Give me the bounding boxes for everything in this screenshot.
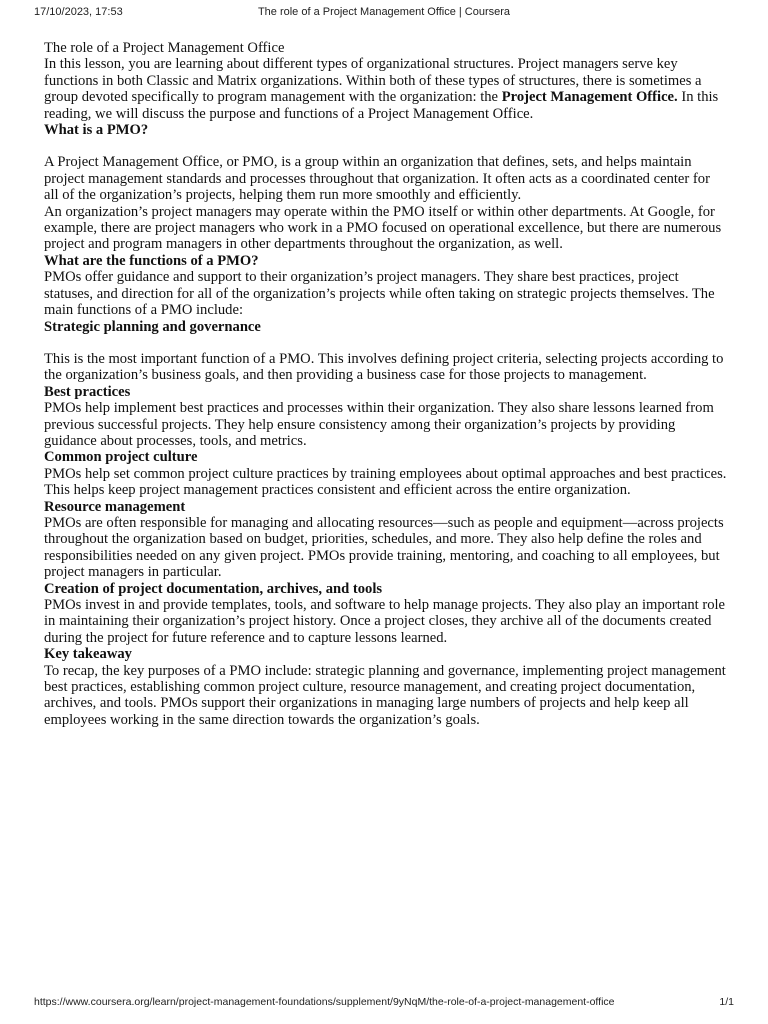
print-footer xyxy=(34,996,734,1012)
intro-bold-term: Project Management Office. xyxy=(501,89,678,106)
intro-text-after: In this reading, we will discuss the purpose and functions of a Project Management Office. xyxy=(44,89,719,122)
print-page-title: The role of a Project Management Office | Coursera xyxy=(257,6,511,18)
article-title: The role of a Project Management Office xyxy=(44,40,285,56)
strategic-planning-paragraph: This is the most important function of a PMO. This involves defining project criteria, selecting projects according to the organization’s business goals, and then providing a business case for those projects to management. xyxy=(44,350,724,384)
intro-paragraph xyxy=(44,56,728,122)
page-number: 1/1 xyxy=(719,996,734,1008)
heading-pmo-functions: What are the functions of a PMO? xyxy=(44,252,259,269)
heading-strategic-planning: Strategic planning and governance xyxy=(44,318,261,335)
heading-documentation: Creation of project documentation, archives, and tools xyxy=(44,580,383,597)
heading-resource-management: Resource management xyxy=(44,498,186,515)
article xyxy=(44,40,728,728)
heading-best-practices: Best practices xyxy=(44,383,131,400)
heading-what-is-pmo: What is a PMO? xyxy=(44,122,149,139)
page-url: https://www.coursera.org/learn/project-management-foundations/supplement/9yNqM/the-role-of-a-project-management-office xyxy=(34,996,615,1008)
print-datetime: 17/10/2023, 17:53 xyxy=(34,6,123,18)
print-header xyxy=(34,6,734,22)
intro-text-before: In this lesson, you are learning about different types of organizational structures. Project managers serve key functions in both Classic and Matrix organizations. Within both of these types of structures, there is sometimes a group devoted specifically to program management with the organization: the xyxy=(44,56,702,106)
what-is-pmo-paragraph-1: A Project Management Office, or PMO, is a group within an organization that defines, sets, and helps maintain project management standards and processes throughout that organization. It often acts as a coordinated center for all of the organization’s projects, helping them run more smoothly and efficiently. xyxy=(44,154,710,204)
best-practices-paragraph: PMOs help implement best practices and processes within their organization. They also share lessons learned from previous successful projects. They help ensure consistency among their organization’s projects by providing guidance about processes, tools, and metrics. xyxy=(44,400,714,449)
heading-key-takeaway: Key takeaway xyxy=(44,646,132,663)
heading-common-project-culture: Common project culture xyxy=(44,449,198,466)
resource-management-paragraph: PMOs are often responsible for managing and allocating resources—such as people and equipment—across projects throughout the organization based on budget, priorities, schedules, and more. They also help define the roles and responsibilities needed on any given project. PMOs provide training, mentoring, and coaching to all employees, but project managers in particular. xyxy=(44,514,724,581)
pmo-functions-paragraph: PMOs offer guidance and support to their organization’s project managers. They share best practices, project statuses, and direction for all of the organization’s projects while often taking on strategic projects themselves. The main functions of a PMO include: xyxy=(44,269,715,319)
documentation-paragraph: PMOs invest in and provide templates, tools, and software to help manage projects. They also play an important role in maintaining their organization’s project history. Once a project closes, they archive all of the documents created during the project for future reference and to capture lessons learned. xyxy=(44,597,726,646)
key-takeaway-paragraph: To recap, the key purposes of a PMO include: strategic planning and governance, implementing project management best practices, establishing common project culture, resource management, and creating project documentation, archives, and tools. PMOs support their organizations in managing large numbers of projects and help keep all employees working in the same direction towards the organization’s goals. xyxy=(44,662,726,728)
common-project-culture-paragraph: PMOs help set common project culture practices by training employees about optimal approaches and best practices. This helps keep project management practices consistent and efficient across the entire organization. xyxy=(44,465,727,499)
what-is-pmo-paragraph-2: An organization’s project managers may operate within the PMO itself or within other departments. At Google, for example, there are project managers who work in a PMO focused on operational excellence, but there are numerous project and program managers in other departments throughout the organization, as well. xyxy=(44,203,722,253)
